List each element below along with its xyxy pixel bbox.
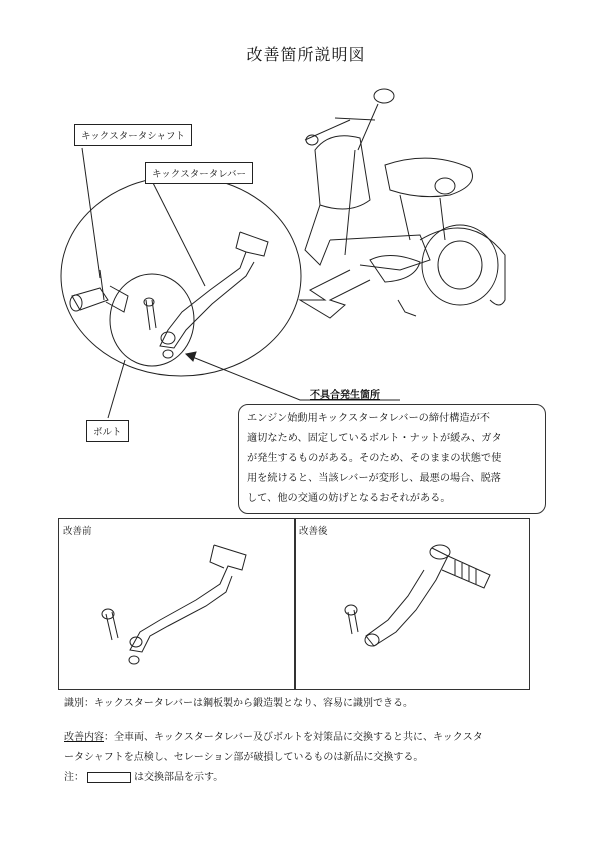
description-line: エンジン始動用キックスタータレバーの締付構造が不 <box>247 413 490 424</box>
scooter-drawing <box>300 89 505 318</box>
after-label: 改善後 <box>299 526 328 537</box>
description-line: 適切なため、固定しているボルト・ナットが緩み、ガタ <box>247 433 502 444</box>
identification-text: 識別：キックスタータレバーは鋼板製から鍛造製となり、容易に識別できる。 <box>64 698 413 709</box>
defect-arrow <box>186 352 196 361</box>
improvement-heading: 改善内容 <box>64 732 104 743</box>
improvement-text-1: ：全車両、キックスタータレバー及びボルトを対策品に交換すると共に、キックスタ <box>104 732 483 743</box>
bolt-label: ボルト <box>86 420 129 442</box>
bolt-callout-circle <box>110 274 194 366</box>
shaft-label: キックスタータシャフト <box>74 124 192 146</box>
shaft-leader <box>82 148 100 278</box>
note-line <box>64 768 223 783</box>
defect-heading: 不具合発生箇所 <box>310 390 380 401</box>
lever-leader <box>148 173 205 286</box>
before-panel <box>58 518 296 690</box>
after-panel <box>294 518 530 690</box>
before-label: 改善前 <box>63 526 92 537</box>
bolt-leader <box>108 360 125 418</box>
defect-description <box>238 404 546 514</box>
description-line: して、他の交通の妨げとなるおそれがある。 <box>247 493 451 504</box>
note-prefix: 注： <box>64 772 84 783</box>
description-line: 用を続けると、当該レバーが変形し、最悪の場合、脱落 <box>247 473 501 484</box>
page-title: 改善箇所説明図 <box>246 45 366 64</box>
detail-ellipse <box>61 176 301 376</box>
lever-label: キックスタータレバー <box>145 162 253 184</box>
improvement-line-2: ータシャフトを点検し、セレーション部が破損しているものは新品に交換する。 <box>64 752 424 763</box>
description-line: が発生するものがある。そのため、そのままの状態で使 <box>247 453 502 464</box>
replacement-legend-box <box>87 772 131 783</box>
note-suffix: は交換部品を示す。 <box>134 772 224 783</box>
improvement-line-1 <box>64 728 483 743</box>
lever-drawing <box>144 232 268 358</box>
shaft-drawing <box>70 270 128 312</box>
